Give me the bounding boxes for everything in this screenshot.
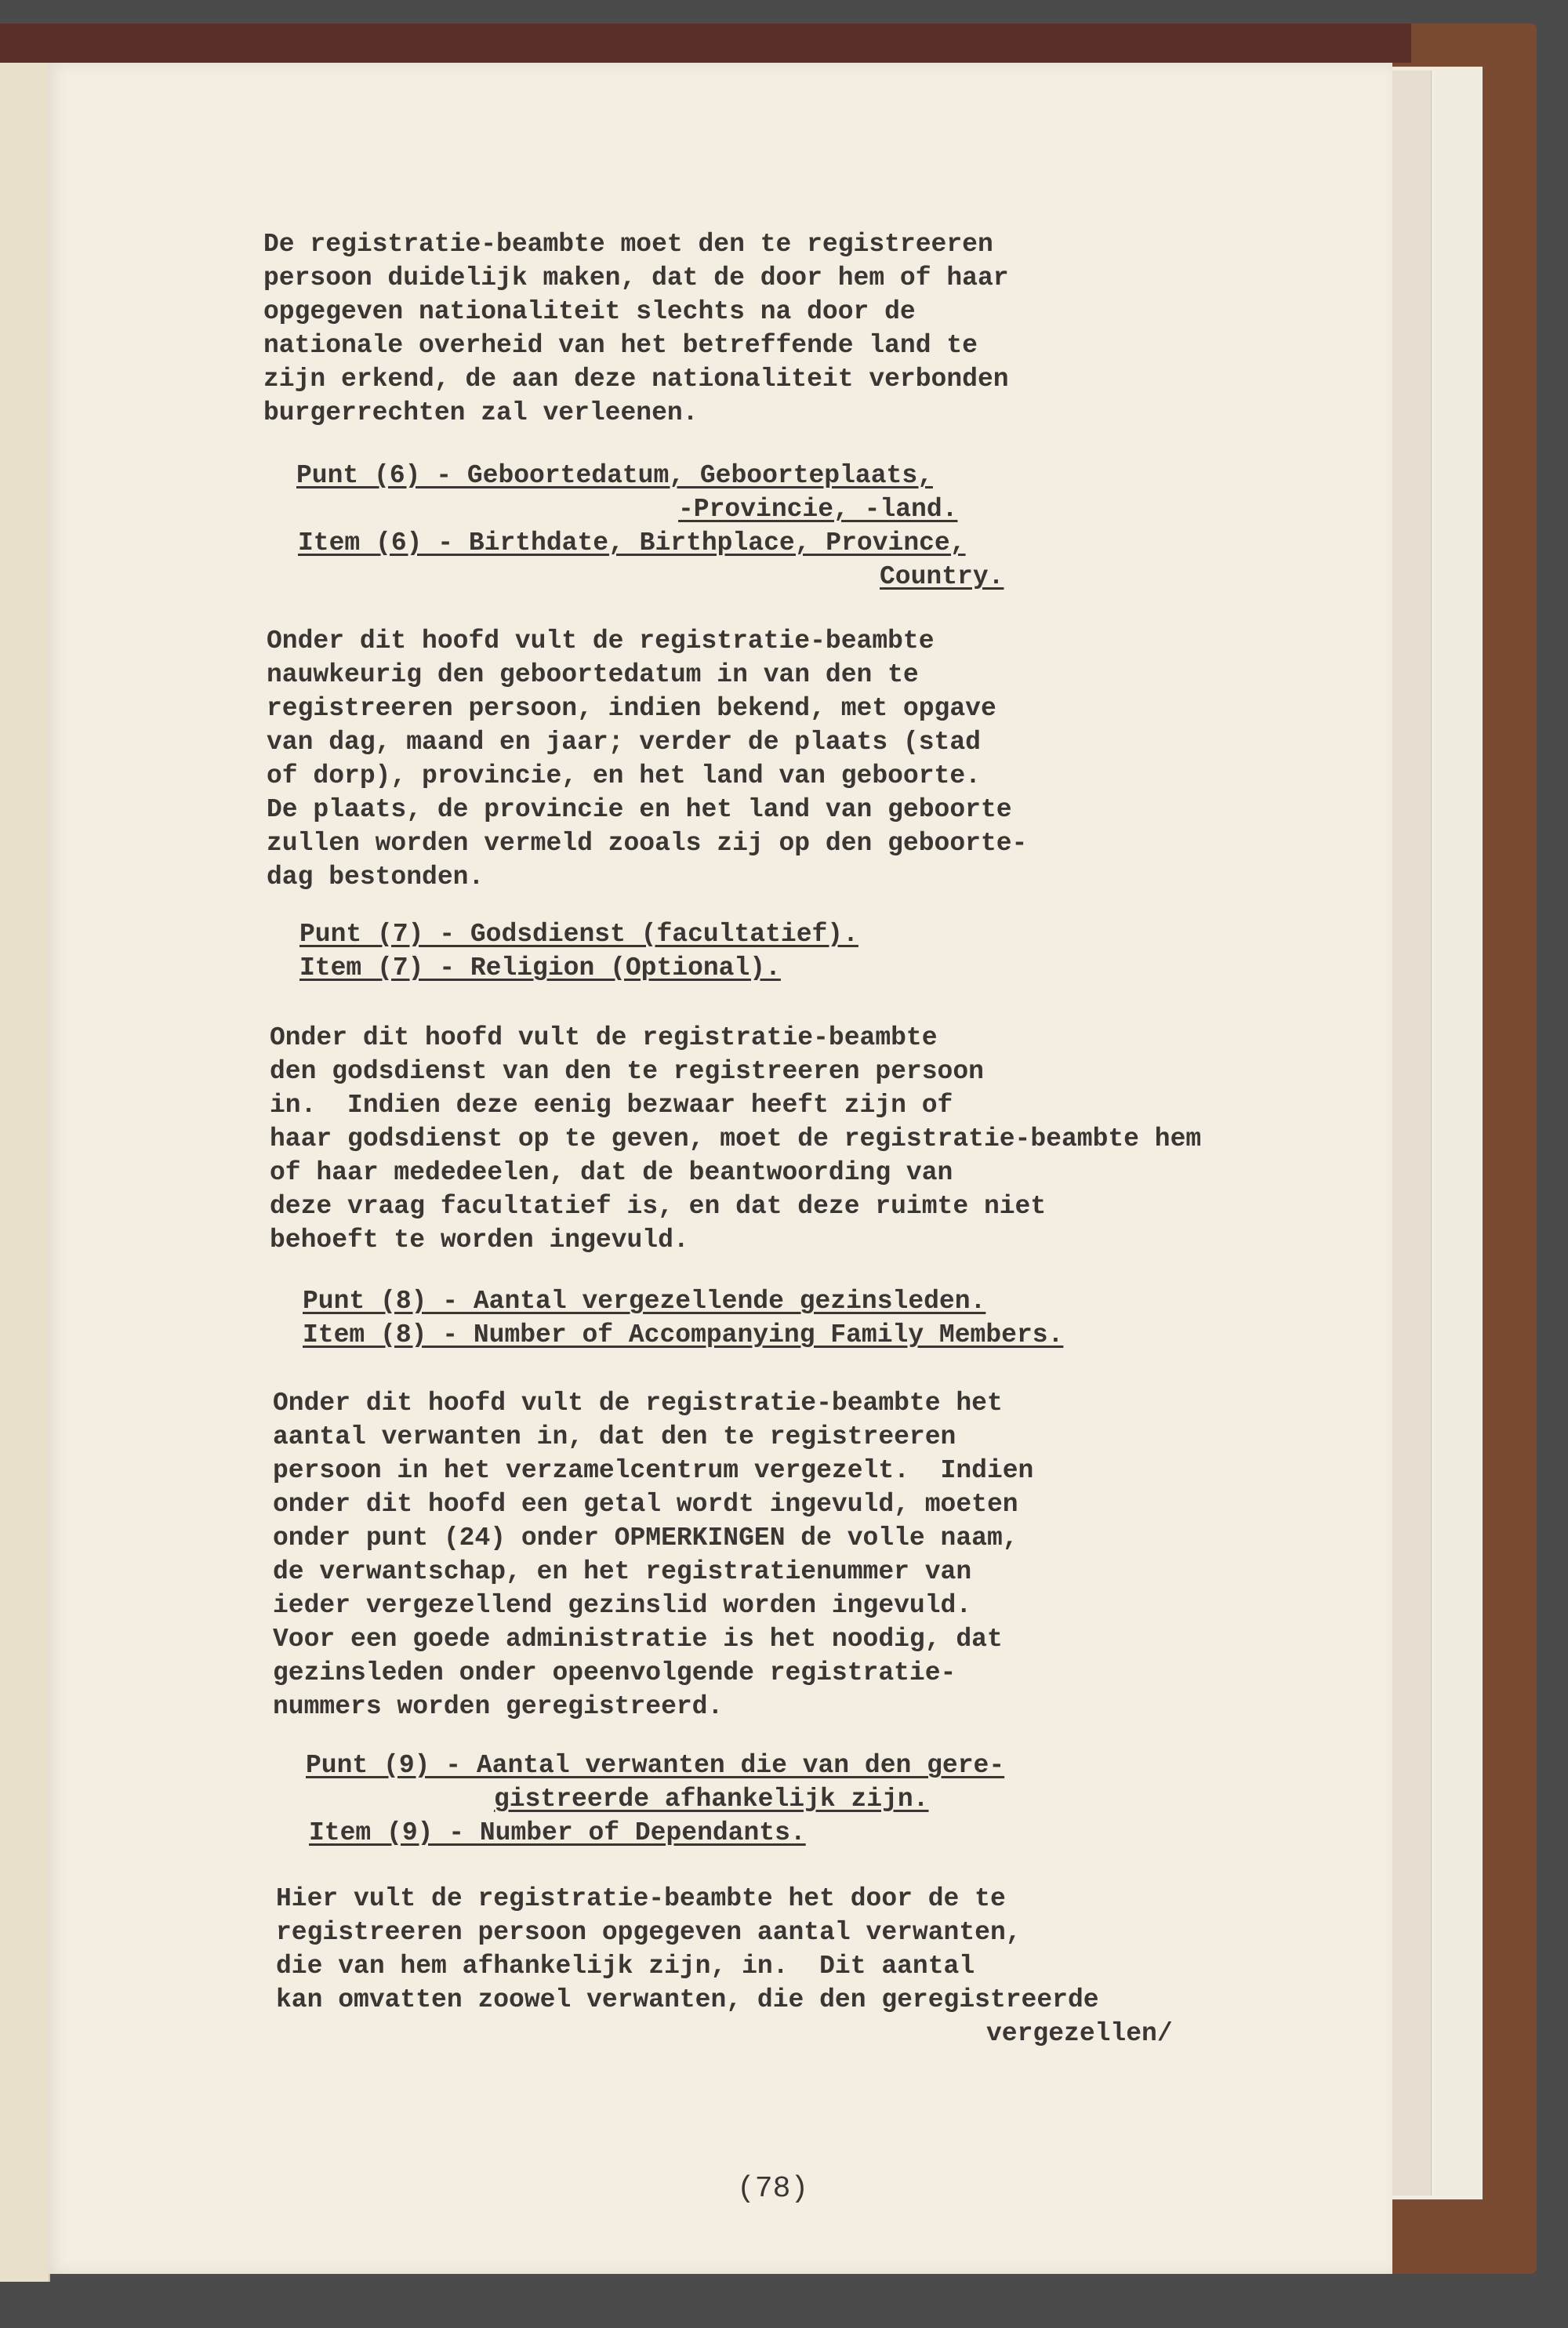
heading-punt-6: Punt (6) - Geboortedatum, Geboorteplaats, (296, 461, 933, 490)
heading-punt-7: Punt (7) - Godsdienst (facultatief). (299, 920, 858, 949)
paragraph-5: Hier vult de registratie-beambte het door de te registreeren persoon opgegeven aantal verwanten, die van hem afhankelijk zijn, in. Dit aantal kan omvatten zoowel verwanten, die den geregistreerde (276, 1884, 1099, 2014)
page-stack-inner-edge (1392, 71, 1432, 2195)
document-page (47, 63, 1392, 2274)
heading-item-8: Item (8) - Number of Accompanying Family Members. (303, 1320, 1064, 1349)
heading-item-6: Item (6) - Birthdate, Birthplace, Province, (298, 528, 966, 557)
paragraph-5-continuation: vergezellen/ (986, 2019, 1173, 2048)
page-number: (78) (737, 2172, 809, 2206)
heading-item-7: Item (7) - Religion (Optional). (299, 953, 781, 982)
paragraph-4: Onder dit hoofd vult de registratie-beambte het aantal verwanten in, dat den te registreeren persoon in het verzamelcentrum vergezelt. Indien onder dit hoofd een getal wordt ingevuld, moeten onder punt (24) onder OPMERKINGEN de volle naam, de verwantschap, en het registratienummer van ieder vergezellend gezinslid worden ingevuld. Voor een goede administratie is het noodig, dat gezinsleden onder opeenvolgende registratie- nummers worden geregistreerd. (273, 1389, 1034, 1721)
left-page-edge (0, 63, 50, 2282)
heading-item-6-cont: Country. (880, 562, 1004, 591)
heading-punt-9-cont: gistreerde afhankelijk zijn. (494, 1785, 929, 1814)
paragraph-1: De registratie-beambte moet den te registreeren persoon duidelijk maken, dat de door hem of haar opgegeven nationaliteit slechts na door de nationale overheid van het betreffende land te zijn erkend, de aan deze nationaliteit verbonden burgerrechten zal verleenen. (263, 230, 1009, 427)
heading-punt-6-cont: -Provincie, -land. (678, 495, 958, 524)
book-cover-top (0, 24, 1411, 63)
paragraph-3: Onder dit hoofd vult de registratie-beambte den godsdienst van den te registreeren persoon in. Indien deze eenig bezwaar heeft zijn of haar godsdienst op te geven, moet de registratie-beambte hem of haar mededeelen, dat de beantwoording van deze vraag facultatief is, en dat deze ruimte niet behoeft te worden ingevuld. (270, 1023, 1202, 1255)
heading-punt-9: Punt (9) - Aantal verwanten die van den gere- (306, 1751, 1005, 1780)
paragraph-2: Onder dit hoofd vult de registratie-beambte nauwkeurig den geboortedatum in van den te registreeren persoon, indien bekend, met opgave van dag, maand en jaar; verder de plaats (stad of dorp), provincie, en het land van geboorte. De plaats, de provincie en het land van geboorte zullen worden vermeld zooals zij op den geboorte- dag bestonden. (267, 626, 1028, 892)
heading-punt-8: Punt (8) - Aantal vergezellende gezinsleden. (303, 1287, 986, 1316)
heading-item-9: Item (9) - Number of Dependants. (309, 1818, 806, 1847)
